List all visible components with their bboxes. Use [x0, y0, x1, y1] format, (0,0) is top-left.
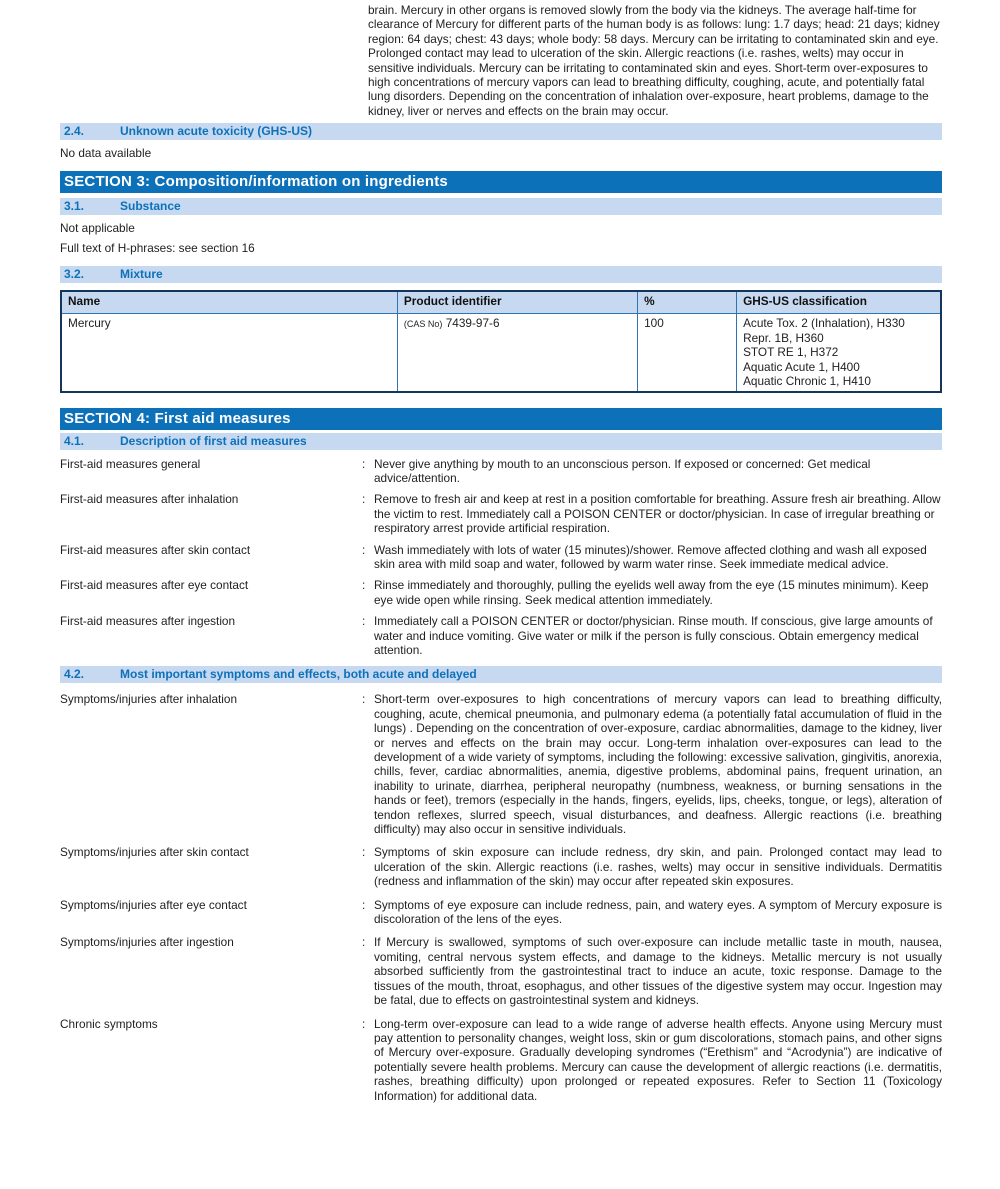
colon-separator: :	[362, 692, 366, 707]
colon-separator: :	[362, 935, 366, 950]
cas-number-label: (CAS No)	[403, 319, 443, 330]
field-label: Symptoms/injuries after eye contact	[60, 897, 247, 912]
not-applicable-text: Not applicable	[60, 220, 135, 235]
field-value: Long-term over-exposure can lead to a wide range of adverse health effects. Anyone using Mercury must pay attention to personality changes, weight loss, skin or gum discolorations, stomach pains, and other signs of Mercury over-exposure. Gradually developing syndromes (“Erethism” and “Acrodynia”) are indicative of potentially severe health problems. Mercury can cause the development of allergic reactions (i.e. dermatitis, rashes, breathing difficulty) upon prolonged or repeated exposures. Refer to Section 11 (Toxicology Information) for additional data.	[374, 1016, 942, 1103]
colon-separator: :	[362, 542, 366, 557]
no-data-available-text: No data available	[60, 146, 152, 161]
first-aid-row	[60, 543, 942, 572]
colon-separator: :	[362, 456, 366, 471]
colon-separator: :	[362, 578, 366, 593]
subsection-title: Description of first aid measures	[120, 433, 307, 448]
table-row	[61, 314, 941, 392]
first-aid-row	[60, 614, 942, 657]
first-aid-row	[60, 457, 942, 486]
subsection-4-1-header	[60, 433, 942, 450]
column-header-ghs-classification: GHS-US classification	[737, 291, 941, 314]
field-value: Rinse immediately and thoroughly, pulling the eyelids well away from the eye (15 minutes minimum). Keep eye wide open while rinsing. Seek medical attention immediately.	[374, 578, 929, 607]
cell-ghs-classification	[737, 314, 941, 392]
subsection-number: 4.1.	[64, 433, 85, 448]
colon-separator: :	[362, 614, 366, 629]
subsection-number: 3.2.	[64, 267, 85, 282]
symptoms-row	[60, 692, 942, 836]
symptoms-row	[60, 935, 942, 1007]
colon-separator: :	[362, 845, 366, 860]
field-label: First-aid measures after ingestion	[60, 614, 236, 629]
subsection-number: 4.2.	[64, 667, 85, 682]
first-aid-row	[60, 578, 942, 607]
composition-table	[60, 290, 942, 392]
column-header-name: Name	[61, 291, 397, 314]
cell-product-identifier	[397, 314, 637, 392]
classification-line: Aquatic Acute 1, H400	[743, 359, 860, 374]
subsection-number: 3.1.	[64, 198, 85, 213]
symptoms-row	[60, 898, 942, 927]
subsection-2-4-header	[60, 123, 942, 140]
subsection-title: Substance	[120, 198, 181, 213]
subsection-number: 2.4.	[64, 124, 85, 139]
toxicology-intro-paragraph: brain. Mercury in other organs is removed slowly from the body via the kidneys. The average half-time for clearance of Mercury for different parts of the human body is as follows: lung: 1.7 days; head: 21 days; kidney region: 64 days; chest: 43 days; whole body: 58 days. Mercury can be irritating to contaminated skin and eye. Prolonged contact may lead to ulceration of the skin. Allergic reactions (i.e. rashes, welts) may occur in sensitive individuals. Mercury can be irritating to contaminated skin and eyes. Short-term over-exposures to high concentrations of mercury vapors can lead to breathing difficulty, coughing, acute, and potentially fatal lung disorders. Depending on the concentration of inhalation over-exposure, heart problems, damage to the kidney, liver or nerves and effects on the brain may occur.	[368, 3, 940, 118]
cell-name: Mercury	[61, 314, 397, 392]
field-value: If Mercury is swallowed, symptoms of such over-exposure can include metallic taste in mouth, nausea, vomiting, central nervous system effects, and damage to the kidneys. Metallic mercury is not usually absorbed sufficiently from the gastrointestinal tract to induce an acute, toxic response. Damage to the tissues of the mouth, throat, esophagus, and other tissues of the digestive system may occur. Ingestion may be fatal, due to effects on gastrointestinal system and kidneys.	[374, 935, 942, 1008]
subsection-title: Most important symptoms and effects, both acute and delayed	[120, 667, 477, 682]
field-value: Symptoms of skin exposure can include redness, dry skin, and pain. Prolonged contact may lead to ulceration of the skin. Allergic reactions (i.e. rashes, welts) may occur in sensitive individuals. Dermatitis (redness and inflammation of the skin) may occur after repeated skin exposures.	[374, 845, 942, 889]
classification-line: Acute Tox. 2 (Inhalation), H330	[743, 316, 905, 331]
field-value: Never give anything by mouth to an unconscious person. If exposed or concerned: Get medical advice/attention.	[374, 456, 871, 485]
field-value: Immediately call a POISON CENTER or doctor/physician. Rinse mouth. If conscious, give large amounts of water and induce vomiting. Give water or milk if the person is fully conscious. Obtain emergency medical attention.	[374, 614, 933, 657]
classification-line: Aquatic Chronic 1, H410	[743, 374, 871, 389]
field-label: Chronic symptoms	[60, 1016, 158, 1031]
subsection-4-2-header	[60, 666, 942, 683]
section-4-header: SECTION 4: First aid measures	[60, 408, 942, 430]
symptoms-row	[60, 1017, 942, 1103]
colon-separator: :	[362, 897, 366, 912]
field-value: Wash immediately with lots of water (15 minutes)/shower. Remove affected clothing and wash all exposed skin area with mild soap and water, followed by warm water rinse. Seek immediate medical advice.	[374, 542, 927, 571]
colon-separator: :	[362, 1016, 366, 1031]
classification-line: Repr. 1B, H360	[743, 330, 824, 345]
field-label: Symptoms/injuries after skin contact	[60, 845, 249, 860]
field-label: Symptoms/injuries after inhalation	[60, 692, 238, 707]
colon-separator: :	[362, 492, 366, 507]
cell-percent: 100	[638, 314, 737, 392]
subsection-3-2-header	[60, 266, 942, 283]
subsection-3-1-header	[60, 198, 942, 215]
subsection-title: Mixture	[120, 267, 163, 282]
composition-table-header-row	[61, 291, 941, 314]
subsection-title: Unknown acute toxicity (GHS-US)	[120, 124, 313, 139]
field-label: First-aid measures general	[60, 456, 201, 471]
section-3-header: SECTION 3: Composition/information on ingredients	[60, 171, 942, 193]
field-label: Symptoms/injuries after ingestion	[60, 935, 234, 950]
field-value: Short-term over-exposures to high concentrations of mercury vapors can lead to breathing difficulty, coughing, acute, chemical pneumonia, and pulmonary edema (a potentially fatal accumulation of fluid in the lungs) . Depending on the concentration of over-exposure, cardiac abnormalities, damage to the kidney, liver or nerves and effects on the brain may occur. Long-term inhalation over-exposures can lead to the development of a wide variety of symptoms, including the following: excessive salivation, gingivitis, anorexia, chills, fever, cardiac abnormalities, anemia, digestive problems, abdominal pains, frequent urination, an inability to urinate, diarrhea, peripheral neuropathy (numbness, weakness, or burning sensations in the hands or feet), tremors (especially in the hands, fingers, eyelids, lips, cheeks, tongue, or legs), alteration of tendon reflexes, slurred speech, visual disturbances, and deafness. Allergic reactions (i.e. breathing difficulty) may also occur in sensitive individuals.	[374, 692, 942, 837]
column-header-product-identifier: Product identifier	[397, 291, 637, 314]
field-value: Symptoms of eye exposure can include redness, pain, and watery eyes. A symptom of Mercury exposure is discoloration of the lens of the eyes.	[374, 897, 942, 927]
h-phrases-note: Full text of H-phrases: see section 16	[60, 241, 255, 256]
field-label: First-aid measures after skin contact	[60, 542, 251, 557]
column-header-percent: %	[638, 291, 737, 314]
symptoms-row	[60, 845, 942, 888]
first-aid-row	[60, 492, 942, 535]
field-label: First-aid measures after eye contact	[60, 578, 249, 593]
classification-line: STOT RE 1, H372	[743, 345, 839, 360]
field-label: First-aid measures after inhalation	[60, 492, 239, 507]
field-value: Remove to fresh air and keep at rest in a position comfortable for breathing. Assure fresh air breathing. Allow the victim to rest. Immediately call a POISON CENTER or doctor/physician. In case of irregular breathing or respiratory arrest provide artificial respiration.	[374, 492, 941, 536]
cas-number-value: 7439-97-6	[445, 316, 500, 331]
